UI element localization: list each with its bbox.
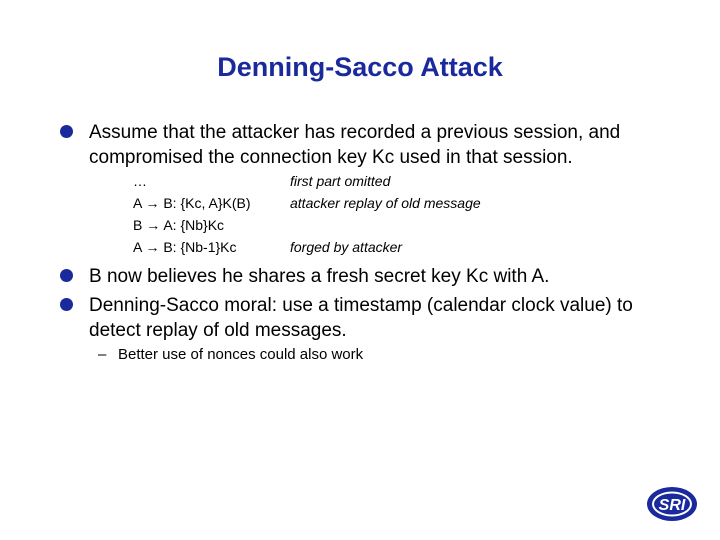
protocol-note: attacker replay of old message: [290, 195, 481, 211]
protocol-note: forged by attacker: [290, 239, 403, 255]
bullet-item: [60, 293, 680, 343]
bullet-text: Assume that the attacker has recorded a previous session, and compromised the connection key Kc used in that session.: [89, 122, 621, 168]
protocol-note: first part omitted: [290, 173, 391, 189]
sub-bullet-dash: –: [98, 346, 107, 363]
bullet-item: [60, 120, 680, 170]
sub-bullet-item: [98, 346, 363, 363]
protocol-message: …: [133, 173, 147, 189]
bullet-dot-icon: [60, 125, 73, 138]
protocol-message: B → A: {Nb}Kc: [133, 217, 225, 233]
bullet-dot-icon: [60, 298, 73, 311]
protocol-message: A → B: {Kc, A}K(B): [133, 195, 251, 211]
bullet-item: [60, 264, 680, 289]
logo-text: SRI: [658, 497, 686, 514]
sri-logo-icon: [646, 485, 698, 523]
protocol-message: A → B: {Nb-1}Kc: [133, 239, 237, 255]
sub-bullet-text: Better use of nonces could also work: [118, 346, 364, 363]
slide-title: Denning-Sacco Attack: [217, 52, 503, 82]
bullet-text: Denning-Sacco moral: use a timestamp (calendar clock value) to detect replay of old messages.: [89, 295, 633, 341]
bullet-text: B now believes he shares a fresh secret key Kc with A.: [89, 266, 550, 287]
bullet-dot-icon: [60, 269, 73, 282]
